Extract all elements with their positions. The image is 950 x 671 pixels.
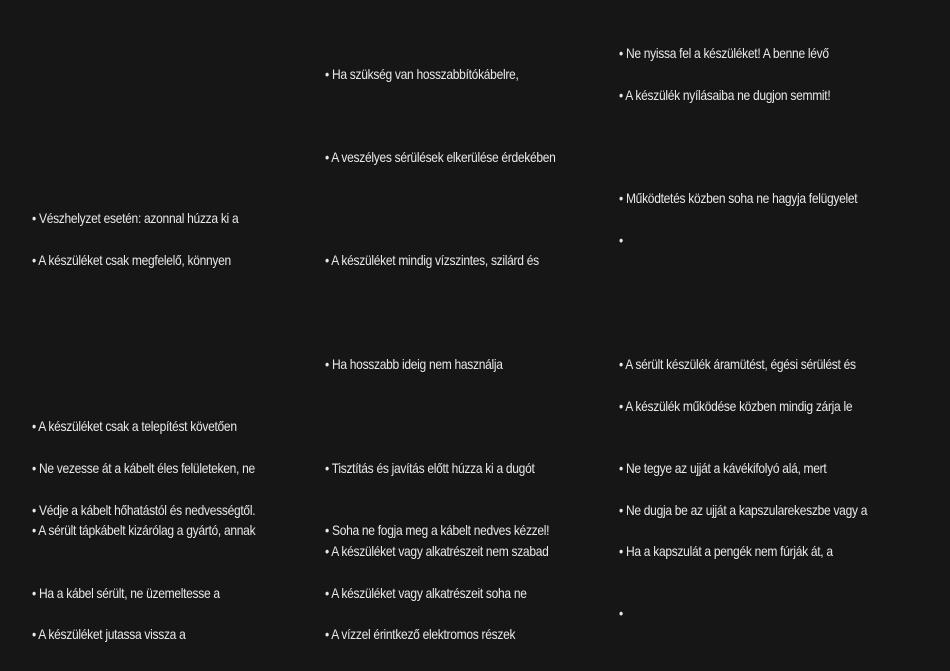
- right-item-10: •: [619, 605, 623, 621]
- left-item-7: • Ha a kábel sérült, ne üzemeltesse a: [32, 585, 220, 601]
- left-item-4: • Ne vezesse át a kábelt éles felületeken, ne: [32, 460, 255, 476]
- middle-item-7: • A készüléket vagy alkatrészeit nem szabad: [325, 543, 549, 559]
- right-item-7: • Ne tegye az ujját a kávékifolyó alá, mert: [619, 460, 827, 476]
- right-item-2: • A készülék nyílásaiba ne dugjon semmit!: [619, 87, 831, 103]
- right-item-5: • A sérült készülék áramütést, égési sérülést és: [619, 356, 856, 372]
- middle-item-8: • A készüléket vagy alkatrészeit soha ne: [325, 585, 527, 601]
- left-item-2: • A készüléket csak megfelelő, könnyen: [32, 252, 231, 268]
- left-item-5: • Védje a kábelt hőhatástól és nedvességtől.: [32, 502, 256, 518]
- left-item-3: • A készüléket csak a telepítést követően: [32, 418, 237, 434]
- right-item-9: • Ha a kapszulát a pengék nem fúrják át, a: [619, 543, 833, 559]
- right-item-6: • A készülék működése közben mindig zárja le: [619, 398, 853, 414]
- right-item-4: •: [619, 232, 623, 248]
- middle-item-6: • Soha ne fogja meg a kábelt nedves kézzel!: [325, 522, 550, 538]
- left-item-6: • A sérült tápkábelt kizárólag a gyártó, annak: [32, 522, 256, 538]
- middle-item-4: • Ha hosszabb ideig nem használja: [325, 356, 503, 372]
- middle-item-3: • A készüléket mindig vízszintes, szilárd és: [325, 252, 539, 268]
- middle-item-2: • A veszélyes sérülések elkerülése érdekében: [325, 149, 556, 165]
- right-item-8: • Ne dugja be az ujját a kapszularekeszbe vagy a: [619, 502, 868, 518]
- middle-item-5: • Tisztítás és javítás előtt húzza ki a dugót: [325, 460, 535, 476]
- left-item-1: • Vészhelyzet esetén: azonnal húzza ki a: [32, 210, 239, 226]
- left-item-8: • A készüléket jutassa vissza a: [32, 626, 186, 642]
- right-item-1: • Ne nyissa fel a készüléket! A benne lévő: [619, 45, 829, 61]
- middle-item-9: • A vízzel érintkező elektromos részek: [325, 626, 516, 642]
- middle-item-1: • Ha szükség van hosszabbítókábelre,: [325, 66, 519, 82]
- right-item-3: • Működtetés közben soha ne hagyja felügyelet: [619, 190, 858, 206]
